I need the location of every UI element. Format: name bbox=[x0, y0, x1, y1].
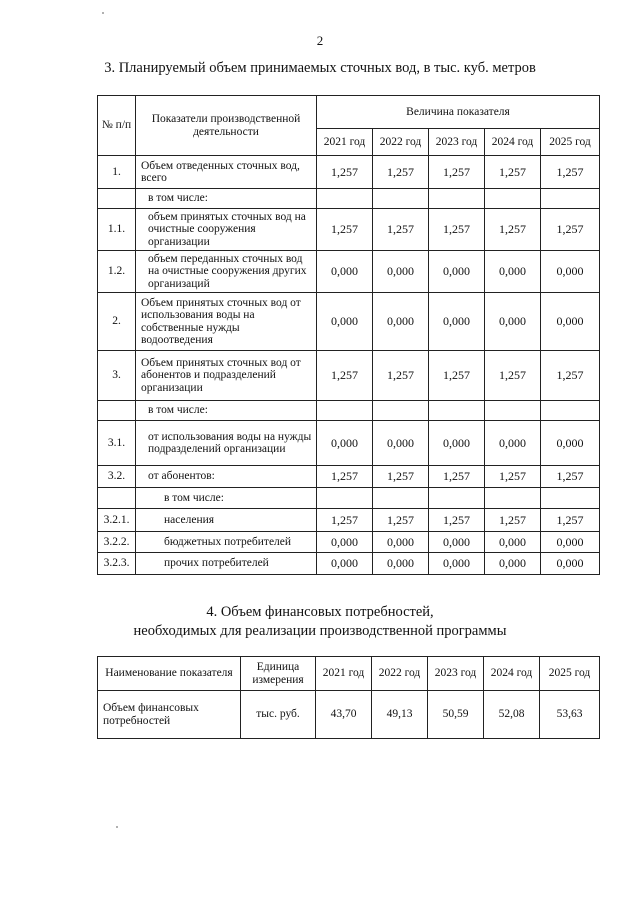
row-name: Объем принятых сточных вод от использования воды на собственные нужды водоотведения bbox=[136, 293, 317, 351]
row-value bbox=[317, 189, 373, 209]
table-row bbox=[98, 553, 600, 575]
row-value: 1,257 bbox=[317, 509, 373, 532]
row-value: 0,000 bbox=[373, 532, 429, 553]
row-value bbox=[485, 488, 541, 509]
row-value: 0,000 bbox=[429, 532, 485, 553]
row-name: прочих потребителей bbox=[136, 553, 317, 575]
row-value: 0,000 bbox=[317, 553, 373, 575]
row-value: 1,257 bbox=[541, 209, 600, 251]
row-value: 1,257 bbox=[429, 351, 485, 401]
row-num: 3.2.1. bbox=[98, 509, 136, 532]
row-value: 1,257 bbox=[485, 466, 541, 488]
row-num: 2. bbox=[98, 293, 136, 351]
row-value: 1,257 bbox=[429, 466, 485, 488]
row-value: 0,000 bbox=[429, 293, 485, 351]
row-value: 0,000 bbox=[429, 251, 485, 293]
row-value: 0,000 bbox=[541, 251, 600, 293]
row-value: 0,000 bbox=[373, 421, 429, 466]
row-value: 0,000 bbox=[373, 293, 429, 351]
row-value bbox=[317, 488, 373, 509]
row-num: 1.1. bbox=[98, 209, 136, 251]
row-value bbox=[429, 401, 485, 421]
row-value bbox=[541, 488, 600, 509]
row-name: в том числе: bbox=[136, 488, 317, 509]
section4-title-line2: необходимых для реализации производственной программы bbox=[133, 623, 507, 639]
row-value: 0,000 bbox=[541, 553, 600, 575]
table-row bbox=[98, 156, 600, 189]
row-value: 1,257 bbox=[429, 156, 485, 189]
table-row bbox=[98, 691, 600, 739]
row-num bbox=[98, 401, 136, 421]
row-value: 0,000 bbox=[317, 421, 373, 466]
table-row bbox=[98, 421, 600, 466]
header-year: 2023 год bbox=[428, 657, 484, 691]
header-num: № п/п bbox=[98, 96, 136, 156]
row-value bbox=[429, 488, 485, 509]
row-value bbox=[429, 189, 485, 209]
row-value bbox=[485, 189, 541, 209]
section4-title bbox=[0, 603, 640, 641]
row-value: 1,257 bbox=[429, 209, 485, 251]
row-num: 3.1. bbox=[98, 421, 136, 466]
row-value: 0,000 bbox=[429, 421, 485, 466]
table-row bbox=[98, 466, 600, 488]
header-year: 2021 год bbox=[316, 657, 372, 691]
wastewater-volume-table bbox=[97, 95, 600, 575]
row-value: 1,257 bbox=[541, 509, 600, 532]
row-name: населения bbox=[136, 509, 317, 532]
row-value bbox=[485, 401, 541, 421]
row-value: 0,000 bbox=[485, 553, 541, 575]
row-num: 1.2. bbox=[98, 251, 136, 293]
header-year: 2025 год bbox=[540, 657, 600, 691]
header-year: 2023 год bbox=[429, 129, 485, 156]
row-value: 1,257 bbox=[541, 351, 600, 401]
header-year: 2022 год bbox=[373, 129, 429, 156]
row-value: 50,59 bbox=[428, 691, 484, 739]
row-value bbox=[373, 401, 429, 421]
row-value: 1,257 bbox=[373, 156, 429, 189]
row-name: Объем финансовых потребностей bbox=[98, 691, 241, 739]
row-name: объем переданных сточных вод на очистные сооружения других организаций bbox=[136, 251, 317, 293]
header-year: 2024 год bbox=[485, 129, 541, 156]
header-year: 2022 год bbox=[372, 657, 428, 691]
row-value: 1,257 bbox=[317, 351, 373, 401]
row-value: 43,70 bbox=[316, 691, 372, 739]
row-value: 1,257 bbox=[541, 466, 600, 488]
header-year: 2025 год bbox=[541, 129, 600, 156]
table-row bbox=[98, 209, 600, 251]
row-name: от использования воды на нужды подразделений организации bbox=[136, 421, 317, 466]
row-value bbox=[541, 401, 600, 421]
row-value bbox=[373, 488, 429, 509]
row-value: 1,257 bbox=[429, 509, 485, 532]
row-num: 3. bbox=[98, 351, 136, 401]
section4-title-line1: 4. Объем финансовых потребностей, bbox=[206, 604, 434, 620]
row-num: 3.2.2. bbox=[98, 532, 136, 553]
row-value: 49,13 bbox=[372, 691, 428, 739]
scan-speck bbox=[116, 826, 118, 828]
header-year: 2024 год bbox=[484, 657, 540, 691]
row-value: 0,000 bbox=[373, 553, 429, 575]
row-value: 0,000 bbox=[373, 251, 429, 293]
section3-title: 3. Планируемый объем принимаемых сточных вод, в тыс. куб. метров bbox=[104, 60, 536, 76]
scan-speck bbox=[102, 12, 104, 14]
header-year: 2021 год bbox=[317, 129, 373, 156]
row-value: 1,257 bbox=[373, 509, 429, 532]
row-name: Объем принятых сточных вод от абонентов и подразделений организации bbox=[136, 351, 317, 401]
table-row bbox=[98, 351, 600, 401]
row-value: 0,000 bbox=[317, 251, 373, 293]
row-name: бюджетных потребителей bbox=[136, 532, 317, 553]
row-num bbox=[98, 189, 136, 209]
row-value: 1,257 bbox=[317, 466, 373, 488]
row-value: 1,257 bbox=[541, 156, 600, 189]
row-name: объем принятых сточных вод на очистные сооружения организации bbox=[136, 209, 317, 251]
table-row bbox=[98, 293, 600, 351]
row-value: 1,257 bbox=[485, 156, 541, 189]
row-value: 52,08 bbox=[484, 691, 540, 739]
table-row bbox=[98, 509, 600, 532]
header-name: Наименование показателя bbox=[98, 657, 241, 691]
row-value: 1,257 bbox=[317, 209, 373, 251]
row-value: 0,000 bbox=[429, 553, 485, 575]
row-name: Объем отведенных сточных вод, всего bbox=[136, 156, 317, 189]
row-value: 1,257 bbox=[485, 351, 541, 401]
row-num: 3.2. bbox=[98, 466, 136, 488]
row-value: 1,257 bbox=[317, 156, 373, 189]
row-num: 3.2.3. bbox=[98, 553, 136, 575]
row-value: 1,257 bbox=[373, 466, 429, 488]
row-name: в том числе: bbox=[136, 401, 317, 421]
row-num bbox=[98, 488, 136, 509]
row-num: 1. bbox=[98, 156, 136, 189]
row-value: 0,000 bbox=[485, 251, 541, 293]
row-name: от абонентов: bbox=[136, 466, 317, 488]
page-number: 2 bbox=[316, 33, 324, 48]
row-name: в том числе: bbox=[136, 189, 317, 209]
header-indicator: Показатели производственной деятельности bbox=[136, 96, 317, 156]
row-value: 0,000 bbox=[541, 532, 600, 553]
row-value: 0,000 bbox=[541, 421, 600, 466]
row-value: 0,000 bbox=[485, 421, 541, 466]
row-value: 1,257 bbox=[373, 209, 429, 251]
table-row bbox=[98, 189, 600, 209]
table-row bbox=[98, 401, 600, 421]
row-value: 0,000 bbox=[485, 293, 541, 351]
row-value: 0,000 bbox=[541, 293, 600, 351]
row-value: 1,257 bbox=[485, 209, 541, 251]
table-row bbox=[98, 488, 600, 509]
row-value bbox=[317, 401, 373, 421]
row-unit: тыс. руб. bbox=[241, 691, 316, 739]
table-row bbox=[98, 251, 600, 293]
row-value: 1,257 bbox=[485, 509, 541, 532]
row-value: 1,257 bbox=[373, 351, 429, 401]
table-row bbox=[98, 532, 600, 553]
row-value bbox=[373, 189, 429, 209]
financial-needs-table bbox=[97, 656, 600, 739]
header-unit: Единица измерения bbox=[241, 657, 316, 691]
row-value: 0,000 bbox=[317, 293, 373, 351]
row-value: 0,000 bbox=[317, 532, 373, 553]
row-value: 53,63 bbox=[540, 691, 600, 739]
row-value: 0,000 bbox=[485, 532, 541, 553]
row-value bbox=[541, 189, 600, 209]
header-value-group: Величина показателя bbox=[317, 96, 600, 129]
